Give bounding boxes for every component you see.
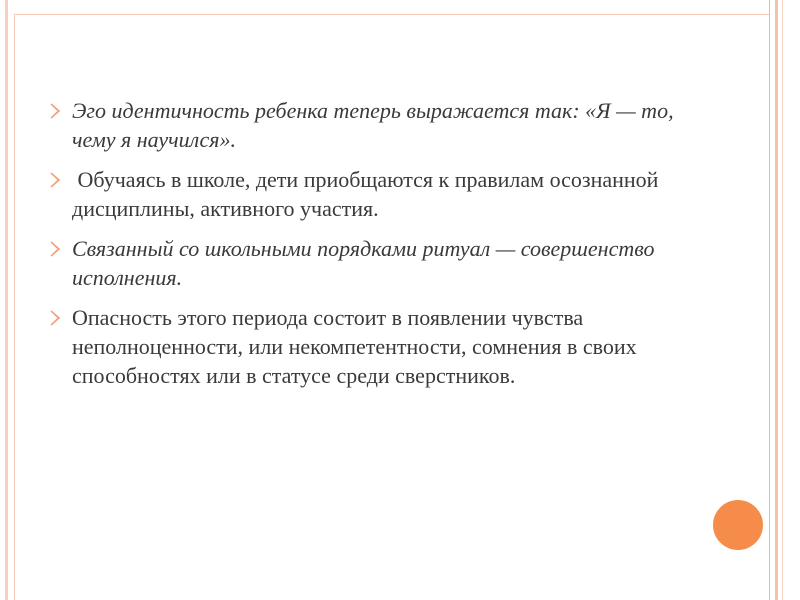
bullet-text: Опасность этого периода состоит в появлении чувства неполноценности, или некомпетентности, сомнения в своих способностях или в статусе среди сверстников. bbox=[72, 305, 637, 388]
bullet-arrow-icon bbox=[48, 309, 62, 327]
bullet-item bbox=[48, 234, 688, 292]
bullet-list bbox=[48, 96, 688, 401]
bullet-text: Обучаясь в школе, дети приобщаются к правилам осознанной дисциплины, активного участия. bbox=[72, 167, 664, 221]
bullet-arrow-icon bbox=[48, 240, 62, 258]
accent-circle bbox=[713, 500, 763, 550]
frame-left-outer-line bbox=[5, 0, 8, 600]
bullet-text: Связанный со школьными порядками ритуал — совершенство исполнения. bbox=[72, 236, 655, 290]
bullet-item bbox=[48, 165, 688, 223]
frame-right-line-b bbox=[775, 0, 778, 600]
bullet-arrow-icon bbox=[48, 102, 62, 120]
bullet-arrow-icon bbox=[48, 171, 62, 189]
bullet-item bbox=[48, 96, 688, 154]
frame-right-line-c bbox=[782, 0, 783, 600]
bullet-item bbox=[48, 303, 688, 390]
frame-top-line bbox=[14, 14, 770, 15]
bullet-text: Эго идентичность ребенка теперь выражается так: «Я — то, чему я научился». bbox=[72, 98, 674, 152]
frame-right-line-a bbox=[769, 0, 770, 600]
frame-left-inner-line bbox=[14, 14, 15, 600]
